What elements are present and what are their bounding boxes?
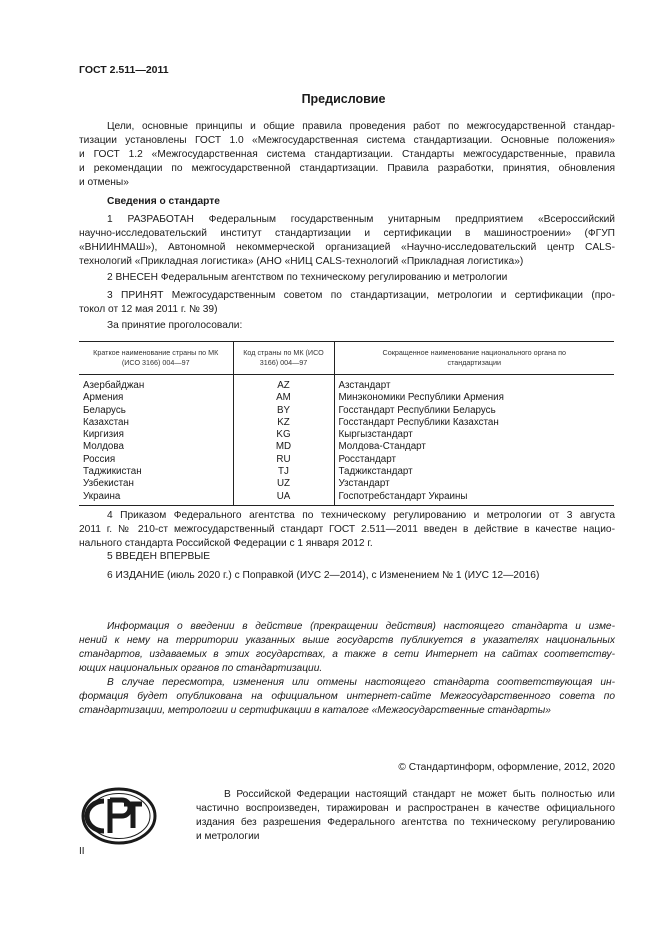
code-cell: UZ — [233, 478, 334, 490]
body-cell: Госстандарт Республики Беларусь — [334, 405, 614, 417]
item-4-line: нального стандарта Российской Федерации с 1 января 2012 г. — [79, 538, 373, 549]
item-3-line: токол от 12 мая 2011 г. № 39) — [79, 304, 218, 315]
item-6: 6 ИЗДАНИЕ (июль 2020 г.) с Поправкой (ИУС 2—2014), с Изменением № 1 (ИУС 12—2016) — [107, 570, 540, 581]
notice-line: частично воспроизведен, тиражирован и распространен в качестве официального — [196, 803, 615, 814]
country-cell: Молдова — [83, 441, 124, 453]
item-4-paragraph — [79, 509, 615, 551]
info-paragraph-1 — [79, 620, 615, 676]
table-row — [79, 417, 614, 429]
code-cell: TJ — [233, 466, 334, 478]
intro-line: и рекомендации по межгосударственной стандартизации. Правила разработки, принятия, обновления — [79, 163, 615, 174]
intro-line: и ГОСТ 1.2 «Межгосударственная система стандартизации. Стандарты межгосударственные, правила — [79, 149, 615, 160]
item-3-paragraph — [79, 289, 615, 317]
info-line: ющих национальных органов по стандартизации. — [79, 663, 323, 674]
code-cell: BY — [233, 405, 334, 417]
body-cell: Азстандарт — [334, 375, 614, 393]
member-states-table — [79, 341, 614, 506]
country-cell: Казахстан — [83, 416, 129, 428]
table-row — [79, 392, 614, 404]
body-cell: Молдова-Стандарт — [334, 441, 614, 453]
intro-paragraph — [79, 120, 615, 190]
table-row — [79, 405, 614, 417]
code-cell: RU — [233, 454, 334, 466]
code-cell: MD — [233, 441, 334, 453]
notice-line: издания без разрешения Федерального агентства по техническому регулированию — [196, 817, 615, 828]
code-cell: AM — [233, 392, 334, 404]
page-number: II — [79, 846, 85, 857]
table-row — [79, 478, 614, 490]
intro-line: Цели, основные принципы и общие правила проведения работ по межгосударственной стандар- — [107, 121, 615, 132]
table-row — [79, 375, 614, 393]
table-row — [79, 491, 614, 506]
item-2: 2 ВНЕСЕН Федеральным агентством по техническому регулированию и метрологии — [107, 272, 508, 283]
section-subheading: Сведения о стандарте — [107, 196, 220, 207]
item-1-line: «ВНИИНМАШ»), Автономной некоммерческой организацией «Научно-исследовательский центр CALS- — [79, 242, 615, 253]
country-cell: Беларусь — [83, 404, 126, 416]
table-header-row — [79, 342, 614, 375]
body-cell: Узстандарт — [334, 478, 614, 490]
code-cell: KZ — [233, 417, 334, 429]
info-line: формация будет опубликована на официальном интернет-сайте Межгосударственного совета по — [79, 691, 615, 702]
document-code: ГОСТ 2.511—2011 — [79, 64, 169, 76]
country-cell: Армения — [83, 392, 124, 404]
notice-line: и метрологии — [196, 831, 260, 842]
info-line: нений к нему на территории указанных выше государств публикуется в указателях национальных — [79, 635, 615, 646]
item-1-line: 1 РАЗРАБОТАН Федеральным государственным унитарным предприятием «Всероссийский — [107, 214, 615, 225]
item-4-line: 4 Приказом Федерального агентства по техническому регулированию и метрологии от 3 августа — [107, 510, 615, 521]
code-cell: UA — [233, 491, 334, 506]
code-cell: AZ — [233, 375, 334, 393]
copyright-notice: © Стандартинформ, оформление, 2012, 2020 — [398, 762, 615, 773]
info-line: Информация о введении в действие (прекращении действия) настоящего стандарта и изме- — [107, 621, 615, 632]
column-header-country: Краткое наименование страны по МК (ИСО 3166) 004—97 — [79, 342, 233, 375]
country-cell: Украина — [79, 491, 233, 506]
info-line: стандартов, издаваемых в этих государствах, а также в сети Интернет на сайтах соответству- — [79, 649, 615, 660]
country-cell: Узбекистан — [83, 478, 134, 490]
table-row — [79, 429, 614, 441]
column-header-code: Код страны по МК (ИСО 3166) 004—97 — [233, 342, 334, 375]
item-3-line: 3 ПРИНЯТ Межгосударственным советом по стандартизации, метрологии и сертификации (про- — [107, 290, 615, 301]
intro-line: тизации установлены ГОСТ 1.0 «Межгосударственная система стандартизации. Основные положения» — [79, 135, 615, 146]
table-row — [79, 454, 614, 466]
info-line: В случае пересмотра, изменения или отмены настоящего стандарта соответствующая ин- — [107, 677, 615, 688]
item-5: 5 ВВЕДЕН ВПЕРВЫЕ — [107, 551, 211, 562]
column-header-body: Сокращенное наименование национального органа по стандартизации — [334, 342, 614, 375]
body-cell: Минэкономики Республики Армения — [334, 392, 614, 404]
vote-intro: За принятие проголосовали: — [107, 320, 243, 331]
info-paragraph-2 — [79, 676, 615, 718]
item-4-line: 2011 г. № 210-ст межгосударственный стандарт ГОСТ 2.511—2011 введен в действие в качестве нацио- — [79, 524, 615, 535]
country-cell: Россия — [83, 453, 116, 465]
notice-line: В Российской Федерации настоящий стандарт не может быть полностью или — [224, 789, 615, 800]
body-cell: Таджикстандарт — [334, 466, 614, 478]
info-line: стандартизации, метрологии и сертификации в каталоге «Межгосударственные стандарты» — [79, 705, 551, 716]
item-1-line: технологий «Прикладная логистика» (АНО «НИЦ CALS-технологий «Прикладная логистика») — [79, 256, 524, 267]
reproduction-notice — [196, 788, 615, 844]
item-1-paragraph — [79, 213, 615, 269]
table-row — [79, 441, 614, 453]
country-cell: Таджикистан — [83, 466, 142, 478]
intro-line: и отмены» — [79, 177, 129, 188]
rst-certification-mark-icon — [80, 786, 158, 846]
body-cell: Росстандарт — [334, 454, 614, 466]
body-cell: Кыргызстандарт — [334, 429, 614, 441]
page-title: Предисловие — [301, 92, 386, 106]
country-cell: Киргизия — [83, 429, 124, 441]
item-1-line: научно-исследовательский институт стандартизации и сертификации в машиностроении» (ФГУП — [79, 228, 615, 239]
body-cell: Госпотребстандарт Украины — [334, 491, 614, 506]
country-cell: Азербайджан — [83, 380, 145, 391]
body-cell: Госстандарт Республики Казахстан — [334, 417, 614, 429]
table-row — [79, 466, 614, 478]
code-cell: KG — [233, 429, 334, 441]
